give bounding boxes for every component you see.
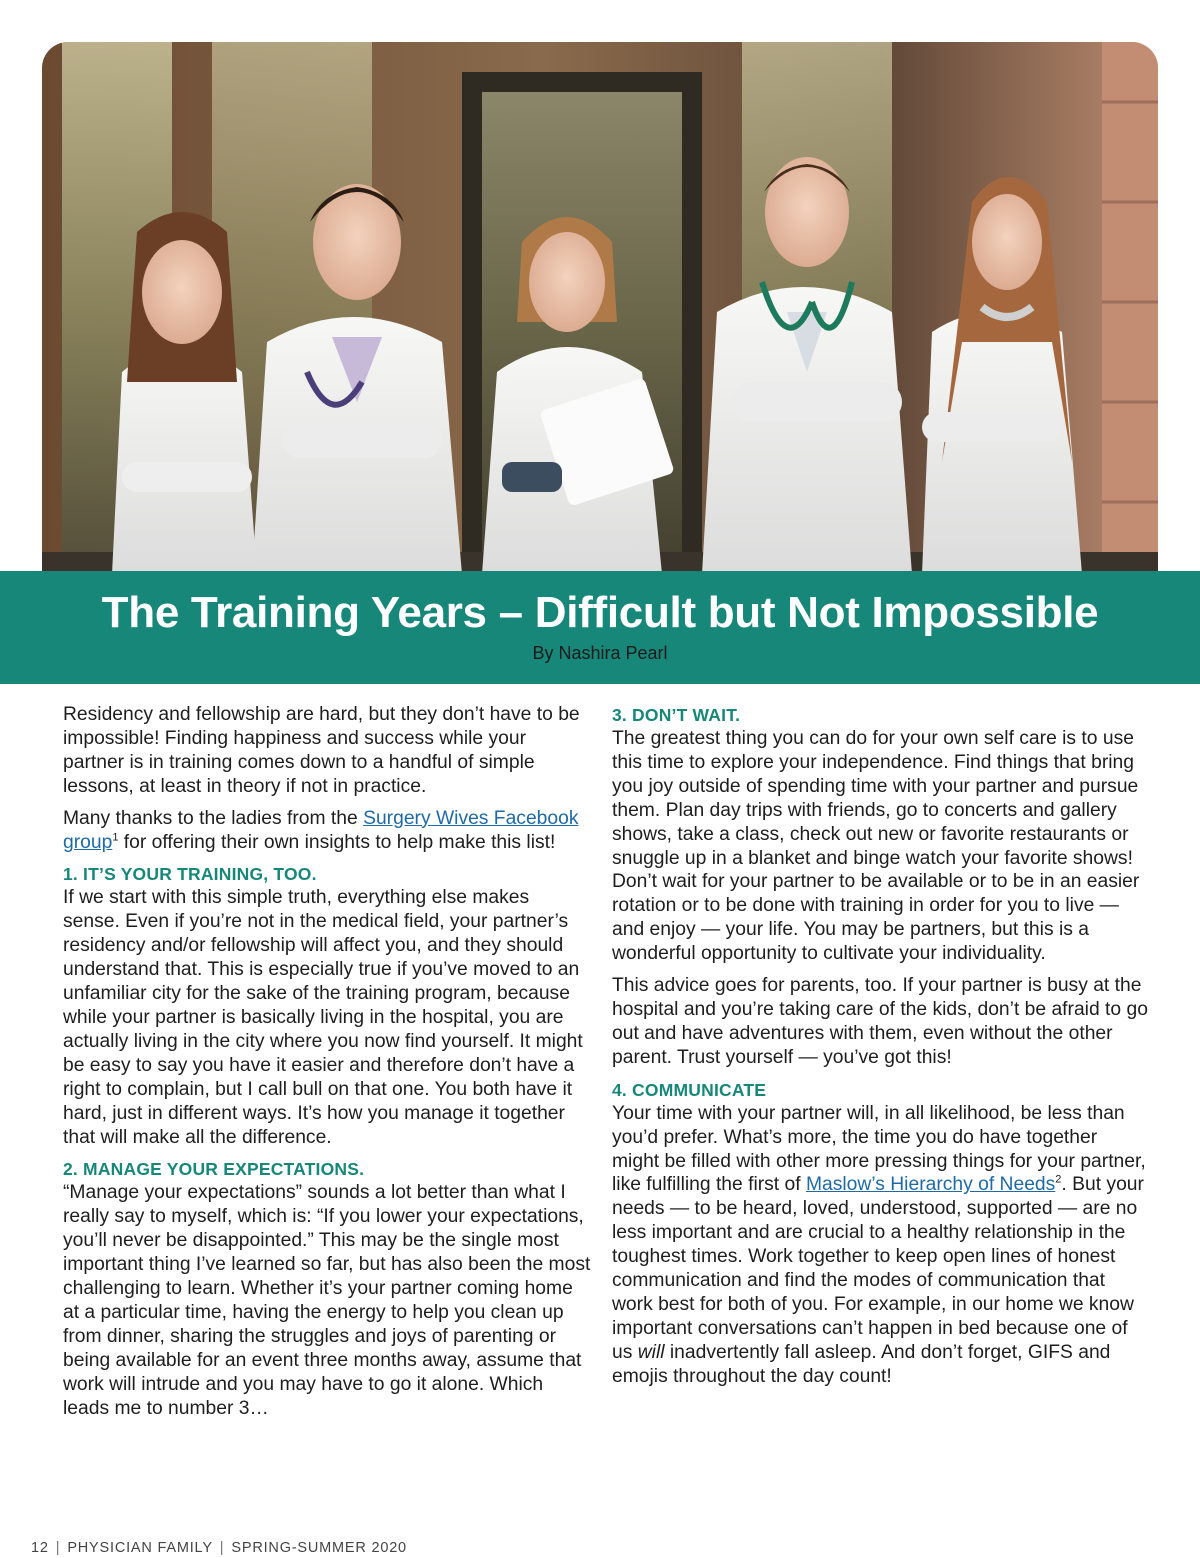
maslow-hierarchy-link[interactable]: Maslow’s Hierarchy of Needs xyxy=(805,1174,1056,1196)
page-footer xyxy=(31,1539,407,1557)
section-4-text-mid: . But your needs — to be heard, loved, understood, supported — are no less important and are crucial to a healthy relationship in the toughest times. Work together to keep open lines of honest communication and find the modes of communication that work best for both of you. For example, in our home we know important conversations can’t happen in bed because one of us xyxy=(612,1174,1144,1363)
section-1-body: If we start with this simple truth, everything else makes sense. Even if you’re not in the medical field, your partner’s residency and/or fellowship will affect you, and they should understand that. This is especially true if you’ve moved to an unfamiliar city for the sake of the training program, because while your partner is basically living in the hospital, you are actually living in the city where you now find yourself. It might be easy to say you have it easier and therefore don’t have a right to complain, but I call bull on that one. You both have it hard, just in different ways. It’s how you manage it together that will make all the difference. xyxy=(63,887,583,1148)
intro-paragraph-1: Residency and fellowship are hard, but they don’t have to be impossible! Finding happiness and success while your partner is in training comes down to a handful of simple lessons, at least in theory if not in practice. xyxy=(63,704,580,797)
article-title: The Training Years – Difficult but Not Impossible xyxy=(101,588,1099,637)
section-4-emphasis: will xyxy=(637,1341,665,1363)
group-of-doctors-photo-icon xyxy=(42,42,1158,574)
issue-name: SPRING-SUMMER 2020 xyxy=(231,1540,407,1556)
title-band xyxy=(0,571,1200,684)
section-4-body xyxy=(612,1102,1148,1389)
footnote-ref-1: 1 xyxy=(112,831,119,844)
section-4-text-after: inadvertently fall asleep. And don’t forget, GIFS and emojis throughout the day count! xyxy=(612,1341,1111,1387)
intro-text-before: Many thanks to the ladies from the xyxy=(63,807,364,829)
section-4-heading: 4. COMMUNICATE xyxy=(612,1079,767,1100)
footer-separator: | xyxy=(219,1540,225,1556)
section-2-body: “Manage your expectations” sounds a lot better than what I really say to myself, which is: “If you lower your expectations, you’ll never be disappointed.” This may be the single most important thing I’ve learned so far, but has also been the most challenging to learn. Whether it’s your partner coming home at a particular time, having the energy to help you clean up from dinner, sharing the struggles and joys of parenting or being available for an event three months away, assume that work will intrude and you may have to go it alone. Which leads me to number 3… xyxy=(63,1182,591,1419)
section-3-body-2: This advice goes for parents, too. If your partner is busy at the hospital and you’re taking care of the kids, don’t be afraid to go out and have adventures with them, even without the other parent. Trust yourself — you’ve got this! xyxy=(612,975,1148,1068)
intro-paragraph-2 xyxy=(63,807,591,855)
section-3-heading: 3. DON’T WAIT. xyxy=(612,705,741,725)
byline: By Nashira Pearl xyxy=(532,643,668,663)
hero-photo xyxy=(42,42,1158,574)
footer-separator: | xyxy=(55,1540,61,1556)
surgery-wives-link[interactable]: Surgery Wives Facebook group xyxy=(63,807,579,853)
footnote-ref-2: 2 xyxy=(1055,1173,1062,1186)
right-column xyxy=(612,703,1148,1397)
intro-text-after: for offering their own insights to help make this list! xyxy=(118,831,556,853)
left-column xyxy=(63,703,591,1428)
section-1-heading: 1. IT’S YOUR TRAINING, TOO. xyxy=(63,864,317,885)
publication-name: PHYSICIAN FAMILY xyxy=(67,1540,213,1556)
section-4-text-before: Your time with your partner will, in all likelihood, be less than you’d prefer. What’s more, the time you do have together might be filled with other more pressing things for your partner, like fulfilling the first of xyxy=(612,1102,1146,1196)
section-3-body-1: The greatest thing you can do for your own self care is to use this time to explore your independence. Find things that bring you joy outside of spending time with your partner and pursue them. Plan day trips with friends, go to concerts and gallery shows, take a class, check out new or favorite restaurants or snuggle up in a blanket and binge watch your favorite shows! Don’t wait for your partner to be available or to be in an easier rotation or to be done with training in order for you to live — and enjoy — your life. You may be partners, but this is a wonderful opportunity to cultivate your individuality. xyxy=(612,728,1140,965)
section-2-heading: 2. MANAGE YOUR EXPECTATIONS. xyxy=(63,1159,365,1180)
page-number: 12 xyxy=(31,1540,49,1556)
